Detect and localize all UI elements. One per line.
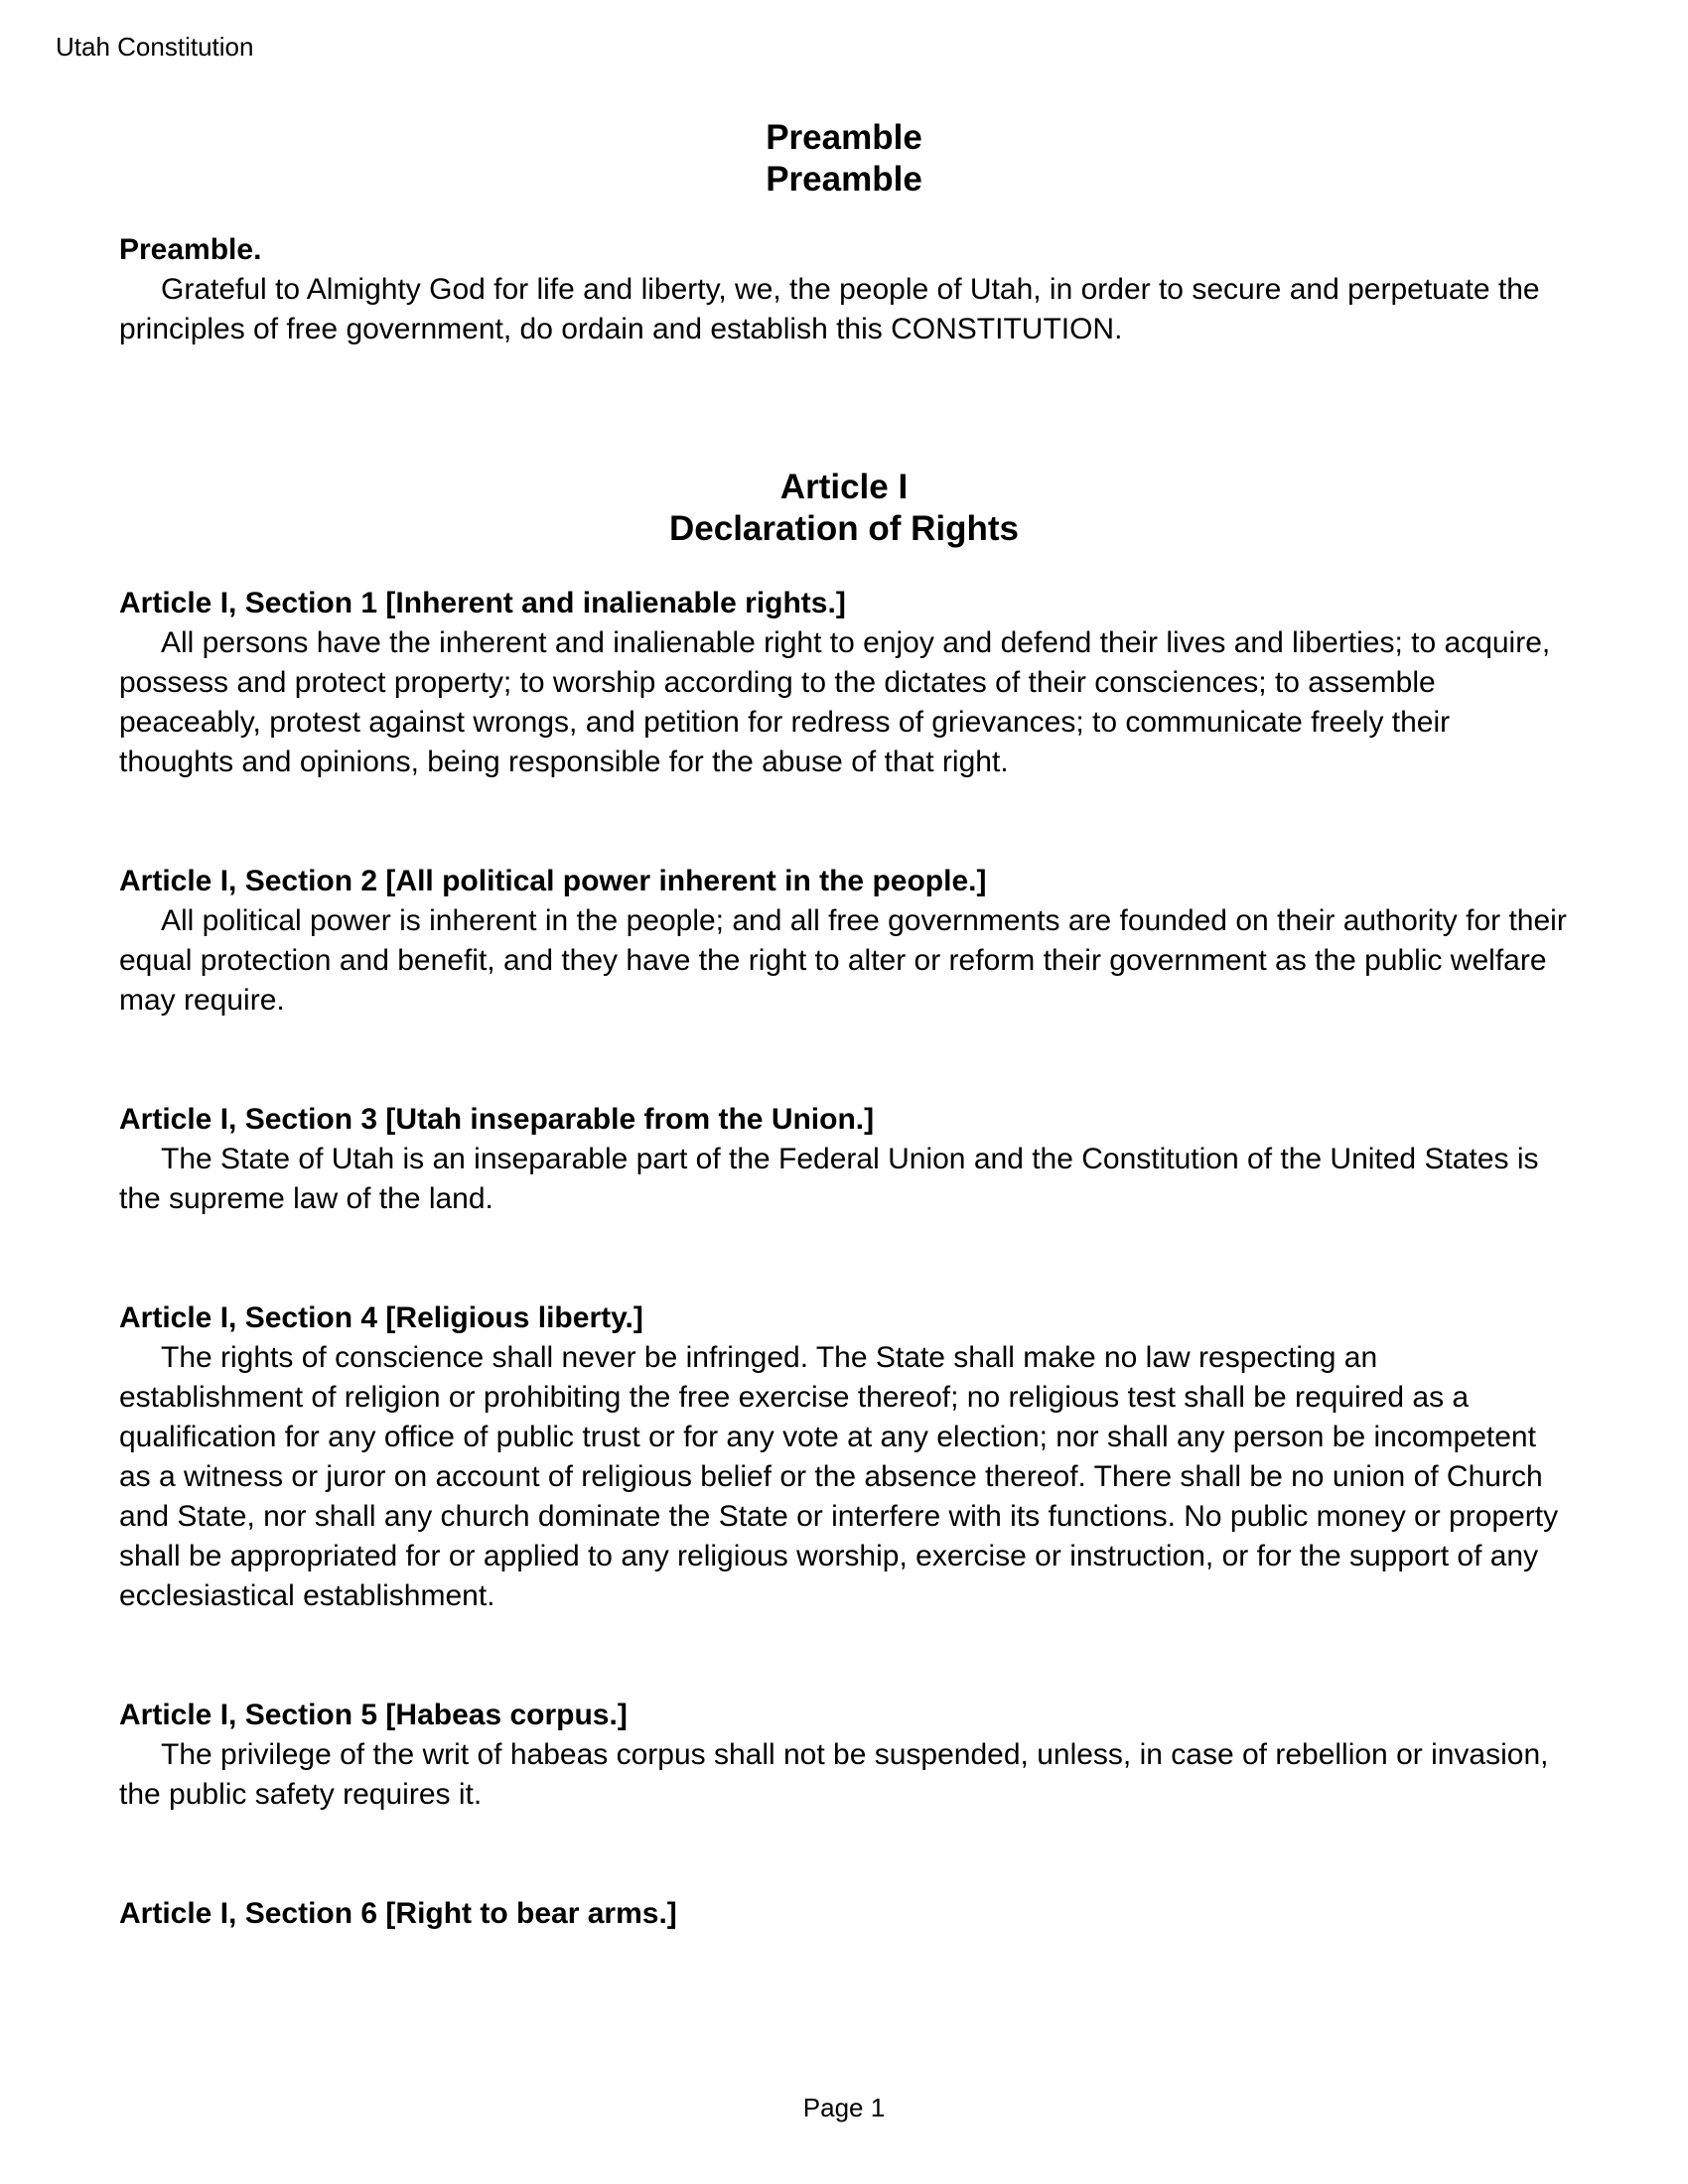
section-text: All persons have the inherent and inalienable right to enjoy and defend their lives and liberties; to acquire, possess and protect property; to worship according to the dictates of their consciences; to assemble peaceably, protest against wrongs, and petition for redress of grievances; to communicate freely their thoughts and opinions, being responsible for the abuse of that right. (119, 626, 1551, 778)
article-section-6 (119, 1894, 1569, 1934)
section-title: Article I, Section 5 [Habeas corpus.] (119, 1699, 628, 1731)
preamble-heading-line1: Preamble (766, 118, 922, 157)
article-heading (119, 467, 1569, 550)
article-section-1 (119, 584, 1569, 782)
article-section-2 (119, 862, 1569, 1021)
section-text: The privilege of the writ of habeas corpus shall not be suspended, unless, in case of rebellion or invasion, the public safety requires it. (119, 1738, 1549, 1811)
section-title: Article I, Section 1 [Inherent and inalienable rights.] (119, 587, 846, 619)
section-title: Article I, Section 4 [Religious liberty.] (119, 1301, 643, 1334)
article-section-4 (119, 1298, 1569, 1616)
running-header: Utah Constitution (56, 32, 254, 62)
document-content (119, 109, 1569, 1934)
article-section-3 (119, 1100, 1569, 1219)
section-text: All political power is inherent in the people; and all free governments are founded on their authority for their equal protection and benefit, and they have the right to alter or reform their government as the public welfare may require. (119, 904, 1567, 1017)
article-section-5 (119, 1696, 1569, 1815)
article-heading-line1: Article I (779, 468, 909, 506)
preamble-heading-line2: Preamble (766, 160, 922, 199)
section-title: Article I, Section 2 [All political power inherent in the people.] (119, 865, 987, 897)
preamble-section-title: Preamble. (119, 233, 262, 266)
section-text: The rights of conscience shall never be infringed. The State shall make no law respecting an establishment of religion or prohibiting the free exercise thereof; no religious test shall be required as a qualification for any office of public trust or for any vote at any election; nor shall any person be incompetent as a witness or juror on account of religious belief or the absence thereof. There shall be no union of Church and State, nor shall any church dominate the State or interfere with its functions. No public money or property shall be appropriated for or applied to any religious worship, exercise or instruction, or for the support of any ecclesiastical establishment. (119, 1341, 1559, 1612)
preamble-section-text: Grateful to Almighty God for life and liberty, we, the people of Utah, in order to secure and perpetuate the principles of free government, do ordain and establish this CONSTITUTION. (119, 273, 1540, 345)
page-number: Page 1 (802, 2093, 886, 2122)
section-title: Article I, Section 3 [Utah inseparable from the Union.] (119, 1103, 875, 1136)
preamble-section (119, 230, 1569, 349)
section-title: Article I, Section 6 [Right to bear arms.] (119, 1897, 677, 1930)
preamble-heading (119, 117, 1569, 201)
section-text: The State of Utah is an inseparable part of the Federal Union and the Constitution of the United States is the supreme law of the land. (119, 1143, 1539, 1215)
article-heading-line2: Declaration of Rights (669, 509, 1019, 548)
